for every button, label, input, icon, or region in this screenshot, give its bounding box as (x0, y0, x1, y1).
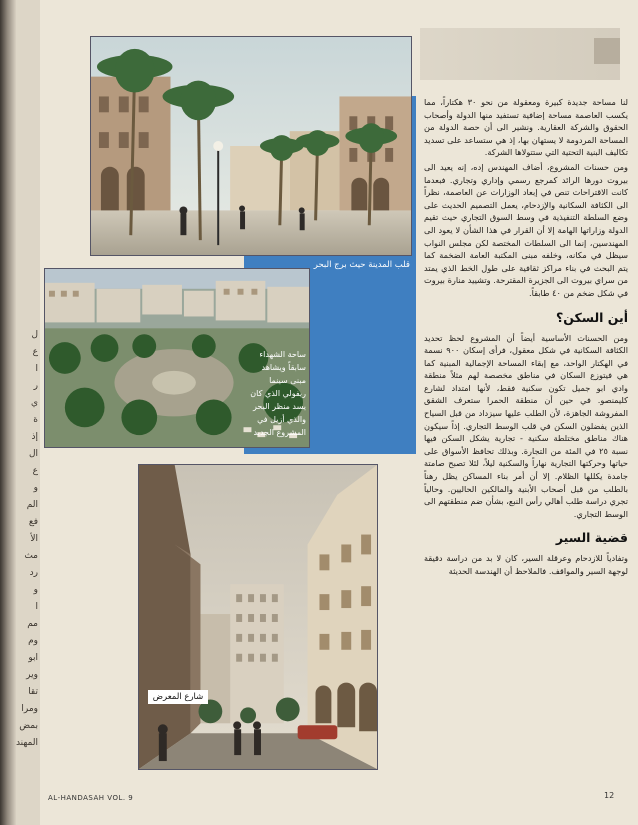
city-center-caption: قلب المدينة حيث برج البحر (313, 260, 410, 270)
adjacent-page-fragment: ر (33, 381, 38, 391)
adjacent-page-fragment: و (33, 585, 38, 595)
adjacent-page-fragment: ال (28, 449, 38, 459)
adjacent-page-fragment: ا (35, 602, 38, 612)
adjacent-page-fragment: مث (24, 551, 38, 561)
adjacent-page-fragment: ع (32, 347, 38, 357)
adjacent-page-fragment: مم (27, 619, 38, 629)
adjacent-page-fragment: رد (29, 568, 38, 578)
section-heading-housing: أين السكن؟ (555, 309, 628, 325)
adjacent-page-fragment: ل (31, 330, 38, 340)
article-paragraph: لنا مساحة جديدة كبيرة ومعقولة من نحو ٣٠ هكتاراً، مما يكسب العاصمة مساحة إضافية تستفيد منها الدولة وأصحاب الحقوق والشركة العقارية. ونشير الى أن حصة الدولة من المساحة المردومة لا يستهان بها، إذ هي ستساعد على تسديد تكاليف البنية التحتية التي ستتولاها الشركة. (424, 97, 628, 158)
article-paragraph: ومن حسنات المشروع، أضاف المهندس إده، إنه يعيد الى بيروت دورها الرائد كمرجع رسمي وإداري وتجاري. فبعدما كانت الاقتراحات تنص في إبعاد الوزارات عن العاصمة، نظراً الى الكثافة السكانية والإزدحام، يعمل التصميم الحديث على وضع السلطة التنفيذية في وسط السوق التجاري حيث تقيم الدولة وزاراتها الهامة إلا أن القرار في هذا الشأن لا يعود الى المهندسين، إنما الى السلطات المختصة لكن مجلس النواب سيظل في مكانه، وخلفه مبنى المكتبة العامة الضخمة كما يتم البحث في بناء مراكز ثقافية على طول الخط الذي يمتد من سراي بيروت الى الجزيرة المقترحة. وتشييد منارة بيروت في شكل ضخم من ٤٠ طابقاً. (424, 161, 628, 298)
adjacent-page-fragment: الأ (30, 534, 38, 544)
book-spine-shadow (0, 0, 16, 825)
adjacent-page-fragment: ي (30, 398, 38, 408)
article-paragraph: ومن الحسنات الأساسية أيضاً أن المشروع لحظ تحديد الكثافة السكانية في شكل معقول، فرأى إسكان ٩٠٠ نسمة في الهكتار الواحد، مع إبقاء المساحة الإجمالية المبنية كما هي فيتوزع السكان في مناطق مخصصة لهم مثلاً منطقة وادي ابو جميل تكون سكنية فقط، لأنها امتداد لشارع كليمنصو. في حين أن منطقة الحمرا ستعرف الشقق المفروشة الجاهزة، لأن الطلب عليها سيزداد من قبل السياح الذين يفضلون السكن في قلب الوسط التجاري. إذاً سيكون هناك مناطق مختلطة سكنية - تجارية يشكل السكن فيها نسبة ٢٥ في المئة من التجارة. وبذلك تحافظ الأسواق على حياتها وحركتها التجارية نهاراً والسكنية ليلاً، لئلا تصبح صامتة جامدة يكللها الظلام. إلا أن أمر بناء المساكن يظل رهناً بالطلب من قبل أصحاب الأبنية والمالكين الحاليين. وحالياً تجري دراسة طلب أهالي رأس النبع، بشأن ضم منطقتهم الى الوسط التجاري. (424, 332, 629, 519)
adjacent-page-fragment: المهند (16, 738, 38, 748)
adjacent-page-fragment: ومرا (21, 704, 38, 714)
section-heading-traffic: قضية السير (555, 530, 628, 546)
bleed-through-header (420, 28, 620, 80)
exhibition-street-caption: شارع المعرض (148, 690, 208, 704)
martyrs-square-caption: ساحة الشهداء سابقاً ويشاهد مبنى سينما ريفولي الذي كان يسد منظر البحر والذي أزيل في المشروع الجديد (250, 350, 306, 437)
article-paragraph: وتفادياً للازدحام وعرقلة السير، كان لا بد من دراسة دقيقة لوجهة السير والمواقف. فالملاحظ أن الهندسة الحديثة (424, 553, 628, 576)
exhibition-street-photo (138, 464, 378, 770)
article-column (424, 96, 628, 580)
page-number: 12 (604, 791, 615, 800)
adjacent-page-fragment: تقا (28, 687, 38, 697)
adjacent-page-fragment: الم (26, 500, 38, 510)
bleed-through-box (594, 38, 620, 64)
adjacent-page-fragment: ع (32, 466, 38, 476)
adjacent-page-fragment: ة (33, 415, 38, 425)
adjacent-page-fragment: إذ (31, 432, 38, 442)
adjacent-page-fragment: وم (28, 636, 38, 646)
journal-footer: AL-HANDASAH VOL. 9 (48, 794, 134, 802)
adjacent-page-fragment: ابو (28, 653, 38, 663)
adjacent-page-fragment: فع (28, 517, 38, 527)
adjacent-page-fragment: بمض (19, 721, 38, 731)
adjacent-page-fragment: و (33, 483, 38, 493)
adjacent-page-strip (16, 0, 40, 825)
city-center-photo (90, 36, 412, 256)
adjacent-page-fragment: ا (35, 364, 38, 374)
adjacent-page-fragment: وير (26, 670, 38, 680)
